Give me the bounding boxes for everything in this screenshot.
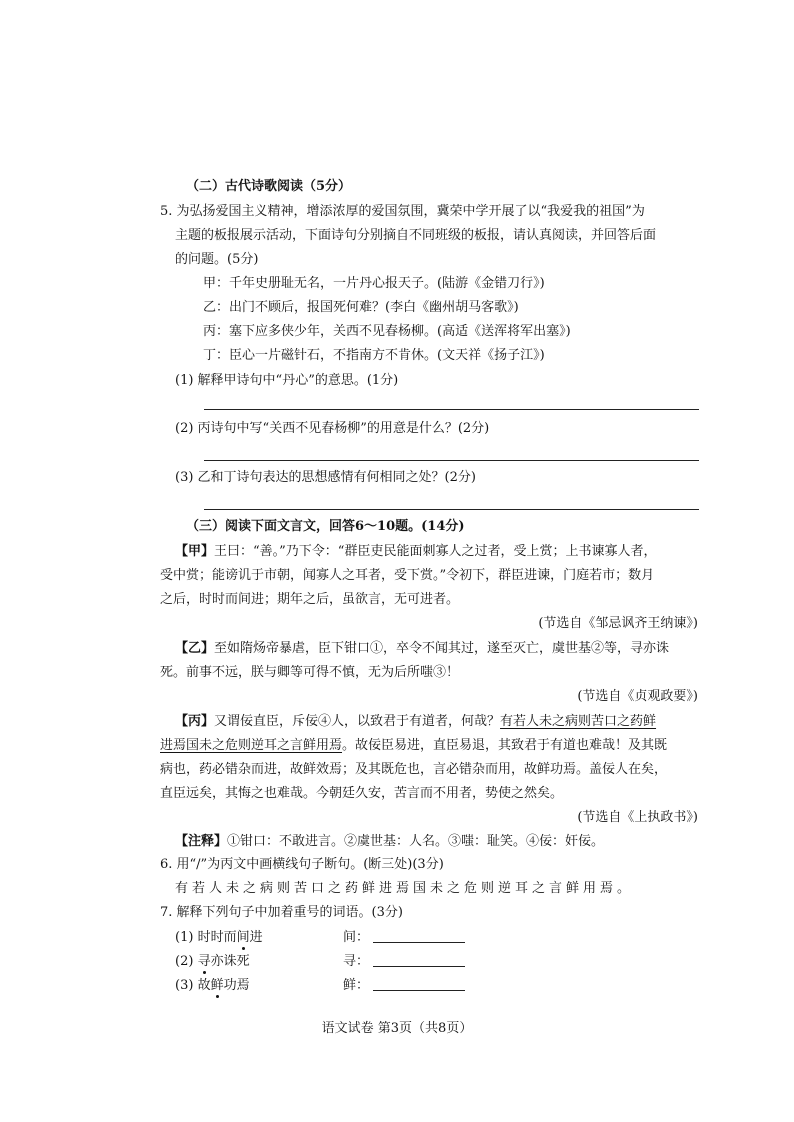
q7-item1-emphasis: 间 (236, 930, 250, 945)
jia-source: (节选自《邹忌讽齐王纳谏》) (538, 616, 698, 631)
q5-stem-line2: 主题的板报展示活动，下面诗句分别摘自不同班级的板报，请认真阅读，并回答后面 (175, 228, 657, 243)
bing-text-1a: 又谓佞直臣，斥佞④人，以致君于有道者，何哉？ (214, 714, 501, 729)
bing-line2 (160, 737, 667, 755)
jia-line1 (175, 543, 656, 561)
q7-item2-blank[interactable] (373, 954, 465, 967)
q7-item1-num: (1) (175, 930, 194, 945)
q7-item3 (175, 977, 250, 995)
notes-label: 【注释】 (175, 834, 228, 849)
q6-sentence: 有若人未之病则苦口之药鲜进焉国未之危则逆耳之言鲜用焉。 (175, 881, 635, 896)
answer-line-q5-3[interactable] (204, 509, 699, 510)
q5-stem-line1: 5. 为弘扬爱国主义精神，增添浓厚的爱国氛围，冀荣中学开展了以“我爱我的祖国”为 (160, 204, 645, 219)
q7-item2-num: (2) (175, 954, 194, 969)
q7-item3-pre: 故 (197, 978, 211, 993)
q7-item1-post: 进 (249, 930, 263, 945)
yi-source: (节选自《贞观政要》) (577, 689, 698, 704)
poem-jia: 甲：千年史册耻无名，一片丹心报天子。(陆游《金错刀行》) (203, 276, 545, 291)
bing-text-2b: 。故佞臣易进，直臣易退，其致君于有道也难哉！及其既 (342, 738, 668, 753)
notes-text: ①钳口：不敢进言。②虞世基：人名。③嗤：耻笑。④佞：奸佞。 (227, 834, 605, 849)
q7-item2-post: 亦诛死 (210, 954, 250, 969)
q7-item3-word: 鲜： (343, 978, 370, 993)
q5-sub1: (1) 解释甲诗句中“丹心”的意思。(1分) (175, 373, 399, 388)
q5-sub3: (3) 乙和丁诗句表达的思想感情有何相同之处？(2分) (175, 470, 476, 485)
jia-line3: 之后，时时而间进；期年之后，虽欲言，无可进者。 (160, 592, 460, 607)
bing-line1 (175, 713, 656, 731)
poem-yi: 乙：出门不顾后，报国死何难？(李白《幽州胡马客歌》) (203, 300, 519, 315)
q7-item2-word: 寻： (343, 954, 370, 969)
jia-line2: 受中赏；能谤讥于市朝，闻寡人之耳者，受下赏。”令初下，群臣进谏，门庭若市；数月 (160, 568, 655, 583)
q5-stem-line3: 的问题。(5分) (175, 252, 259, 267)
q7-item1-word: 间： (343, 930, 370, 945)
poem-ding: 丁：臣心一片磁针石，不指南方不肯休。(文天祥《扬子江》) (203, 348, 545, 363)
notes (175, 833, 604, 851)
jia-text-1: 王曰：“善。”乃下令：“群臣吏民能面刺寡人之过者，受上赏；上书谏寡人者， (214, 544, 657, 559)
q7-item3-emphasis: 鲜 (210, 978, 224, 993)
q7-item2 (175, 953, 250, 971)
section3-title: （三）阅读下面文言文，回答6～10题。(14分) (186, 519, 465, 534)
q7-stem: 7. 解释下列句子中加着重号的词语。(3分) (160, 905, 403, 920)
q7-item3-post: 功焉 (223, 978, 250, 993)
yi-text-1: 至如隋炀帝暴虐，臣下钳口①，卒令不闻其过，遂至灭亡，虞世基②等，寻亦诛 (214, 641, 670, 656)
q7-item3-blank[interactable] (373, 978, 465, 991)
q7-item3-answer (343, 977, 465, 995)
poem-bing: 丙：塞下应多侠少年，关西不见春杨柳。(高适《送浑将军出塞》) (203, 324, 571, 339)
answer-line-q5-1[interactable] (204, 409, 699, 410)
bing-line3: 病也，药必错杂而进，故鲜效焉；及其既危也，言必错杂而用，故鲜功焉。盖佞人在矣， (160, 762, 668, 777)
section2-title: （二）古代诗歌阅读（5分） (186, 179, 352, 194)
bing-source: (节选自《上执政书》) (577, 810, 698, 825)
q7-item2-emphasis: 寻 (197, 954, 211, 969)
jia-label: 【甲】 (175, 544, 215, 559)
q6-stem: 6. 用“/”为丙文中画横线句子断句。(断三处)(3分) (160, 857, 444, 872)
q7-item1-blank[interactable] (373, 930, 465, 943)
bing-line4: 直臣远矣，其悔之也难哉。今朝廷久安，苦言而不用者，势使之然矣。 (160, 786, 564, 801)
q7-item1-pre: 时时而 (197, 930, 237, 945)
page-footer: 语文试卷 第3页（共8页） (321, 1021, 473, 1036)
q5-sub2: (2) 丙诗句中写“关西不见春杨柳”的用意是什么？(2分) (175, 421, 490, 436)
q7-item2-answer (343, 953, 465, 971)
q7-item1-answer (343, 929, 465, 947)
q7-item1 (175, 929, 263, 947)
yi-line2: 死。前事不远，朕与卿等可得不慎，无为后所嗤③！ (160, 665, 460, 680)
bing-underlined-2: 进焉国未之危则逆耳之言鲜用焉 (160, 738, 343, 753)
yi-label: 【乙】 (175, 641, 215, 656)
bing-label: 【丙】 (175, 714, 215, 729)
yi-line1 (175, 640, 669, 658)
bing-underlined-1: 有若人未之病则苦口之药鲜 (500, 714, 657, 729)
answer-line-q5-2[interactable] (204, 460, 699, 461)
q7-item3-num: (3) (175, 978, 194, 993)
